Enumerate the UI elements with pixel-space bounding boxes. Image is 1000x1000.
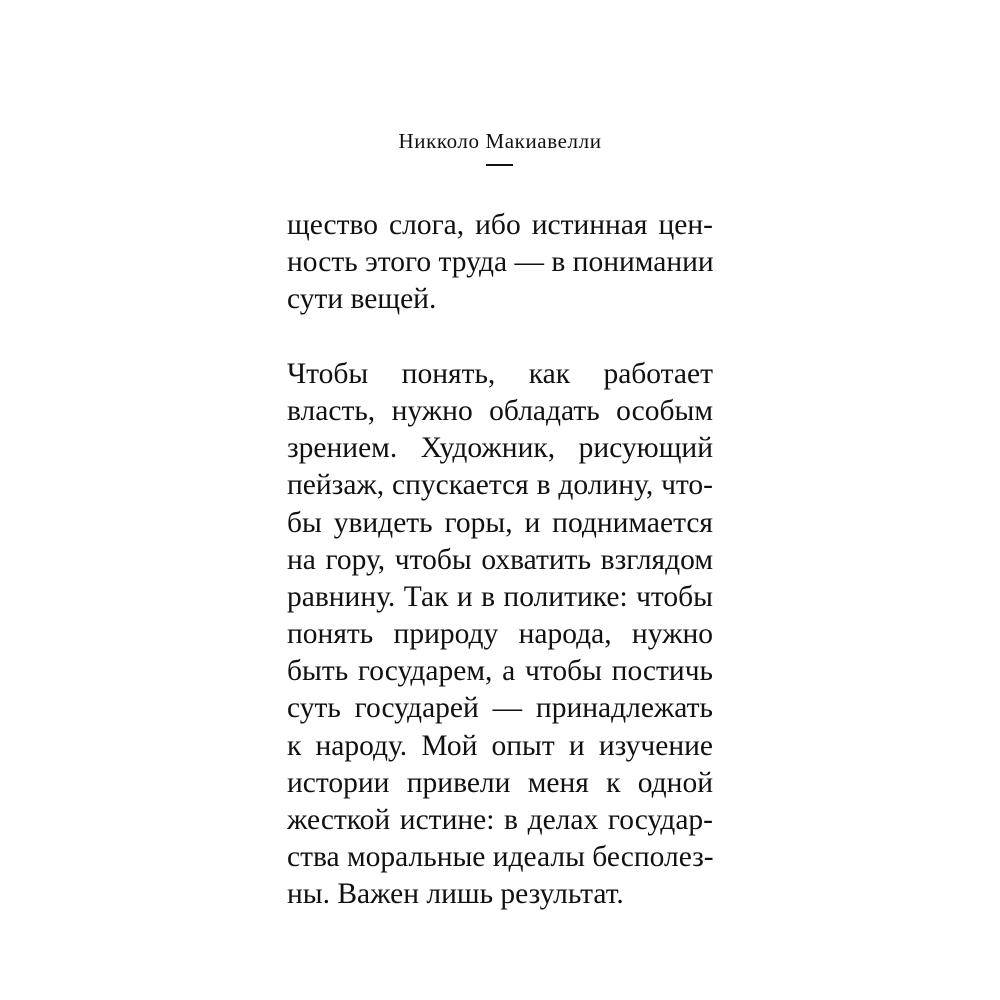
text-line: ность этого труда — в понимании — [287, 246, 714, 279]
running-head-author: Никколо Макиавелли — [398, 129, 602, 153]
text-line: пейзаж, спускается в долину, что- — [287, 469, 713, 502]
text-line: сути вещей. — [287, 283, 437, 316]
body-text — [287, 207, 713, 914]
text-line: равнину. Так и в политике: чтобы — [287, 580, 713, 613]
text-line: к народу. Мой опыт и изучение — [287, 729, 713, 762]
text-line: Чтобы понять, как работает — [287, 357, 713, 390]
text-line: ства моральные идеалы бесполез- — [287, 841, 714, 874]
text-line: ны. Важен лишь результат. — [287, 878, 624, 911]
text-line: бы увидеть горы, и поднимается — [287, 506, 713, 539]
text-line: щество слога, ибо истинная цен- — [287, 209, 713, 241]
paragraph — [287, 356, 713, 914]
header-rule — [486, 164, 513, 166]
text-line: истории привели меня к одной — [287, 766, 713, 799]
text-line: жесткой истине: в делах государ- — [287, 804, 713, 836]
text-line: понять природу народа, нужно — [287, 618, 713, 651]
text-line: быть государем, а чтобы постичь — [287, 655, 713, 688]
paragraph — [287, 207, 713, 319]
paragraph-gap — [287, 319, 713, 356]
text-line: зрением. Художник, рисующий — [287, 432, 713, 465]
text-line: суть государей — принадлежать — [287, 692, 713, 725]
text-line: власть, нужно обладать особым — [287, 394, 713, 427]
text-line: на гору, чтобы охватить взглядом — [287, 543, 713, 576]
